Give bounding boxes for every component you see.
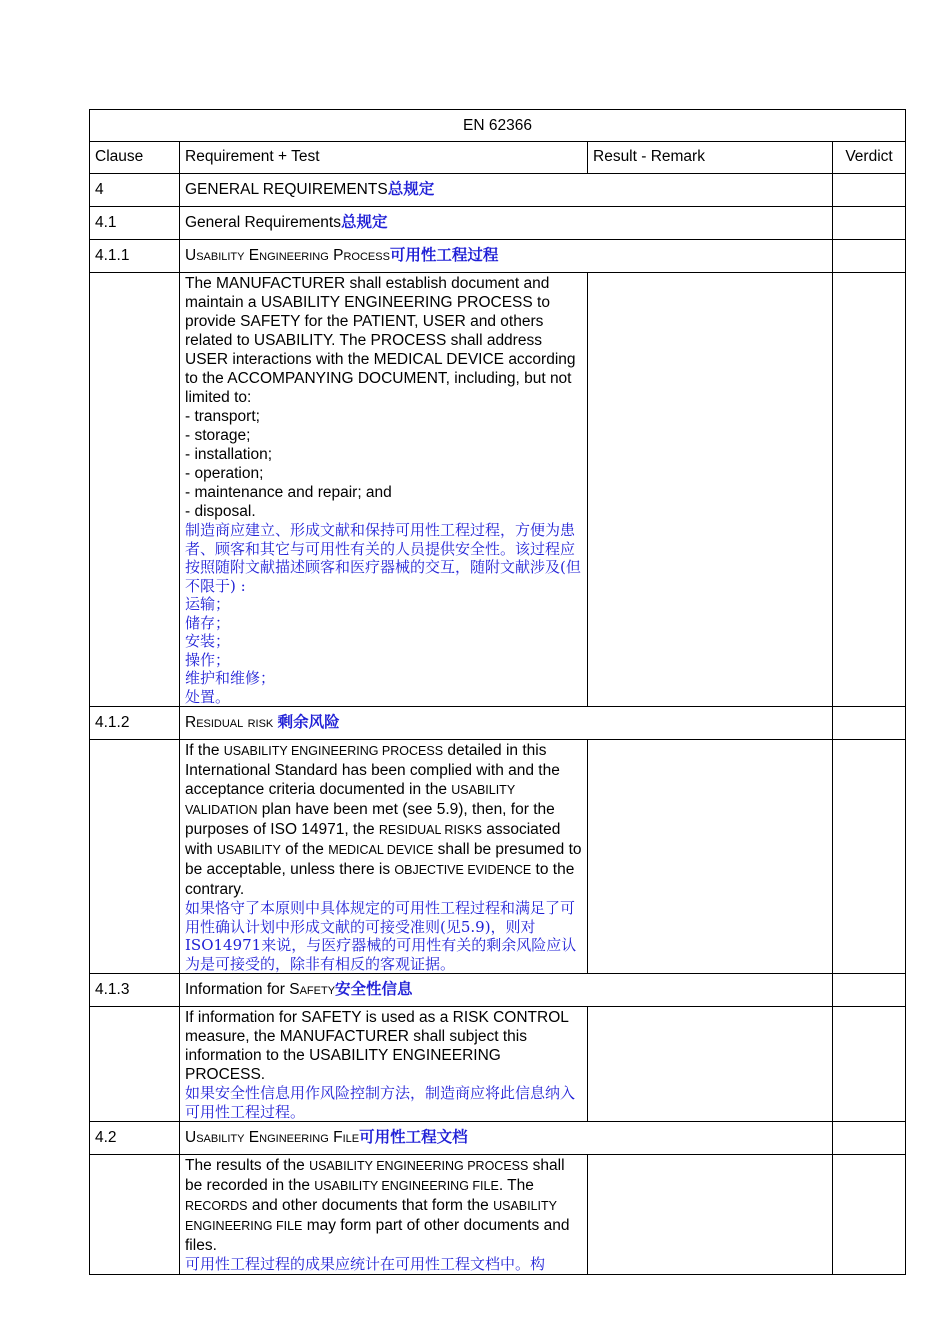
section-row <box>90 174 906 207</box>
section-title: Residual risk 剩余风险 <box>180 707 833 740</box>
verdict-cell <box>833 740 906 974</box>
requirement-row <box>90 1155 906 1275</box>
requirement-text: If information for SAFETY is used as a RISK CONTROL measure, the MANUFACTURER shall subject this information to the USABILITY ENGINEERING PROCESS. 如果安全性信息用作风险控制方法，制造商应将此信息纳入可用性工程过程。 <box>180 1007 588 1122</box>
section-title: Information for Safety安全性信息 <box>180 974 833 1007</box>
section-title: Usability Engineering File可用性工程文档 <box>180 1122 833 1155</box>
section-row <box>90 240 906 273</box>
requirements-table <box>89 109 906 1275</box>
requirement-row <box>90 740 906 974</box>
requirement-text: If the USABILITY ENGINEERING PROCESS detailed in this International Standard has been complied with and the acceptance criteria documented in the USABILITY VALIDATION plan have been met (see 5.9), then, for the purposes of ISO 14971, the RESIDUAL RISKS associated with USABILITY of the MEDICAL DEVICE shall be presumed to be acceptable, unless there is OBJECTIVE EVIDENCE to the contrary. 如果恪守了本原则中具体规定的可用性工程过程和满足了可用性确认计划中形成文献的可接受准则(见5.9)，则对ISO14971来说，与医疗器械的可用性有关的剩余风险应认为是可接受的，除非有相反的客观证据。 <box>180 740 588 974</box>
verdict-cell <box>833 240 906 273</box>
requirement-row <box>90 273 906 707</box>
requirement-text: The results of the USABILITY ENGINEERING PROCESS shall be recorded in the USABILITY ENGINEERING FILE. The RECORDS and other documents that form the USABILITY ENGINEERING FILE may form part of other documents and files. 可用性工程过程的成果应统计在可用性工程文档中。构 <box>180 1155 588 1275</box>
clause-number: 4.1.2 <box>90 707 180 740</box>
result-header: Result - Remark <box>588 142 833 174</box>
requirement-header: Requirement + Test <box>180 142 588 174</box>
section-title: Usability Engineering Process可用性工程过程 <box>180 240 833 273</box>
verdict-cell <box>833 1155 906 1275</box>
clause-number: 4.1.1 <box>90 240 180 273</box>
result-cell <box>588 1155 833 1275</box>
verdict-cell <box>833 174 906 207</box>
clause-number: 4.1 <box>90 207 180 240</box>
section-row <box>90 207 906 240</box>
verdict-cell <box>833 974 906 1007</box>
clause-cell <box>90 1155 180 1275</box>
section-row <box>90 707 906 740</box>
header-row <box>90 142 906 174</box>
clause-cell <box>90 740 180 974</box>
section-row <box>90 1122 906 1155</box>
section-title: General Requirements总规定 <box>180 207 833 240</box>
verdict-header: Verdict <box>833 142 906 174</box>
section-title: GENERAL REQUIREMENTS总规定 <box>180 174 833 207</box>
clause-number: 4.1.3 <box>90 974 180 1007</box>
standard-title: EN 62366 <box>90 110 906 142</box>
verdict-cell <box>833 207 906 240</box>
clause-number: 4.2 <box>90 1122 180 1155</box>
result-cell <box>588 740 833 974</box>
clause-cell <box>90 273 180 707</box>
verdict-cell <box>833 1007 906 1122</box>
result-cell <box>588 1007 833 1122</box>
verdict-cell <box>833 1122 906 1155</box>
clause-header: Clause <box>90 142 180 174</box>
requirement-row <box>90 1007 906 1122</box>
section-row <box>90 974 906 1007</box>
requirement-text: The MANUFACTURER shall establish document and maintain a USABILITY ENGINEERING PROCESS to provide SAFETY for the PATIENT, USER and others related to USABILITY. The PROCESS shall address USER interactions with the MEDICAL DEVICE according to the ACCOMPANYING DOCUMENT, including, but not limited to: - transport; - storage; - installation; - operation; - maintenance and repair; and - disposal. 制造商应建立、形成文献和保持可用性工程过程，方便为患者、顾客和其它与可用性有关的人员提供安全性。该过程应按照随附文献描述顾客和医疗器械的交互，随附文献涉及(但不限于) : 运输； 储存； 安装； 操作； 维护和维修； 处置。 <box>180 273 588 707</box>
verdict-cell <box>833 707 906 740</box>
result-cell <box>588 273 833 707</box>
verdict-cell <box>833 273 906 707</box>
clause-cell <box>90 1007 180 1122</box>
clause-number: 4 <box>90 174 180 207</box>
